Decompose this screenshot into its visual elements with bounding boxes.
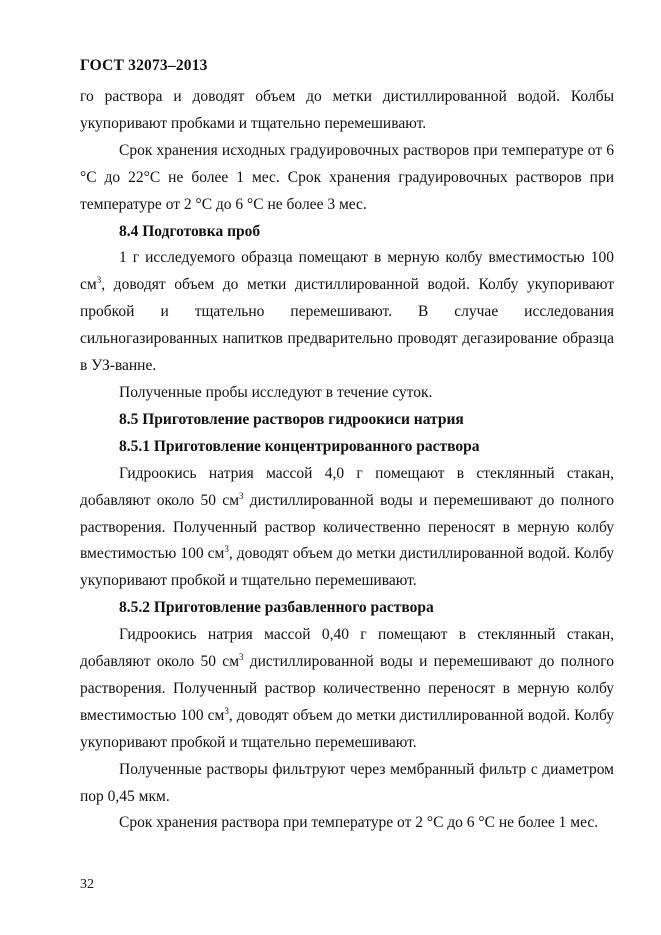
text-fragment: , доводят объем до метки дистиллированной водой. Колбу укупоривают пробкой и тщательно перемешивают. — [80, 545, 614, 590]
text-fragment: Гидроокись натрия массой 0,40 г помещают в стеклянный стакан, добавляют около 50 см — [80, 626, 614, 671]
section-heading-8-4: 8.4 Подготовка проб — [119, 222, 261, 240]
section-heading-8-5: 8.5 Приготовление растворов гидроокиси натрия — [119, 410, 464, 428]
page-number: 32 — [80, 877, 94, 892]
paragraph-filtration: Полученные растворы фильтруют через мембранный фильтр с диаметром пор 0,45 мкм. — [80, 760, 614, 805]
paragraph-storage-calibration: Срок хранения исходных градуировочных растворов при температуре от 6 °С до 22°С не более 1 мес. Срок хранения градуировочных растворов при температуре от 2 °С до 6 °С не более 3 мес. — [80, 141, 614, 213]
paragraph-concentrated-solution — [80, 461, 614, 596]
superscript: 3 — [239, 652, 244, 663]
document-body — [80, 84, 614, 837]
section-heading-8-5-1: 8.5.1 Приготовление концентрированного раствора — [119, 437, 480, 455]
text-fragment: Гидроокись натрия массой 4,0 г помещают в стеклянный стакан, добавляют около 50 см — [80, 464, 614, 509]
paragraph-diluted-solution — [80, 622, 614, 757]
paragraph-samples-time: Полученные пробы исследуют в течение суток. — [119, 383, 433, 401]
superscript: 3 — [224, 705, 229, 716]
text-fragment: , доводят объем до метки дистиллированной водой. Колбу укупоривают пробкой и тщательно перемешивают. — [80, 706, 614, 751]
paragraph-sample-preparation — [80, 245, 614, 380]
paragraph-storage-solution: Срок хранения раствора при температуре от 2 °С до 6 °С не более 1 мес. — [119, 814, 599, 832]
document-header: ГОСТ 32073–2013 — [80, 57, 208, 74]
superscript: 3 — [239, 490, 244, 501]
superscript: 3 — [96, 275, 102, 286]
text-fragment: дистиллированной воды и перемешивают до полного растворения. Полученный раствор количественно переносят в мерную колбу вместимостью 100 см — [80, 653, 614, 724]
text-fragment: 1 г исследуемого образца помещают в мерную колбу вместимостью 100 см — [80, 249, 614, 294]
superscript: 3 — [224, 544, 229, 555]
paragraph-continuation: го раствора и доводят объем до метки дистиллированной водой. Колбы укупоривают пробками и тщательно перемешивают. — [80, 88, 614, 132]
text-fragment: , доводят объем до метки дистиллированной водой. Колбу укупоривают пробкой и тщательно перемешивают. В случае исследования сильногазированных напитков предварительно проводят дегазирование образца в УЗ-ванне. — [80, 276, 614, 375]
section-heading-8-5-2: 8.5.2 Приготовление разбавленного раствора — [119, 599, 434, 617]
text-fragment: дистиллированной воды и перемешивают до полного растворения. Полученный раствор количественно переносят в мерную колбу вместимостью 100 см — [80, 491, 614, 563]
